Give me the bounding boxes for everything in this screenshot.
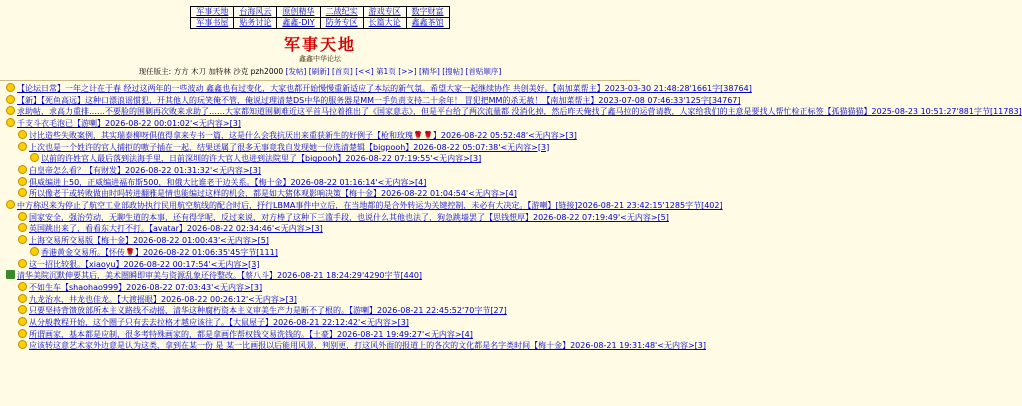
thread-link[interactable]: 以前的许姓官人最后落到法海手里，日前深圳的许大官人也进到法院里了【bigpooh】2026-08-22 07:19:55'<无内容>[3] [41,154,482,164]
thread-row [6,200,723,212]
nav-cell [320,18,363,29]
thread-row [6,270,634,282]
nav-cell [277,7,320,18]
thread-link[interactable]: 国家安全，强治劳动，无聊生道的本事，还有得学呢，反过来说，对方棒了这种下三滥手段，也说什么其他也法了，狗急跳墙罢了【思钱想厚】2026-08-22 07:19:49'<无内容>[5] [29,212,669,222]
smiley-icon [18,317,27,326]
thread-link[interactable]: 香港黄金交易所。【怀传🌹】2026-08-22 01:06:35'45字节[111] [41,247,278,257]
thread-link[interactable]: 所谓画家，基本都是应制，很多考特殊画家的，都是拿画作帮权钱交易洗钱的。【土豪】2026-08-21 19:49:27'<无内容>[4] [29,329,473,339]
thread-row [6,329,634,341]
nav-link[interactable]: 防务专区 [325,18,358,27]
thread-link[interactable]: 应该转这意艺术家外边意是认为这类，拿到在某一份 是 某一比画报以后能用风景，判别更，打这风外面的报道上的各次的文化都是名字类时间【梅十金】2026-08-21 19:31:48'<无内容>[3] [29,341,706,351]
thread-row [6,235,634,247]
thread-link[interactable]: 从分般教程开始，这个圈子只有去去拉格才越应该往了。【大鼠屋子】2026-08-21 22:12:42'<无内容>[3] [29,318,409,328]
smiley-icon [30,247,39,256]
thread-link[interactable]: 这一招比较狠。【xiaoyu】2026-08-22 00:17:54'<无内容>[3] [29,259,260,269]
nav-cell [277,18,320,29]
smiley-icon [18,305,27,314]
thread-row [6,223,634,235]
smiley-icon [18,188,27,197]
smiley-icon [18,223,27,232]
nav-cell [406,7,449,18]
thread-row [6,106,1022,118]
smiley-icon [18,235,27,244]
thread-row [6,340,706,352]
thread-row [6,142,634,154]
nav-cell [406,18,449,29]
nav-link[interactable]: 贴务讨论 [239,18,272,27]
forum-sublogo: 鑫鑫中华论坛 [299,55,341,63]
nav-cell [320,7,363,18]
nav-link[interactable]: 原创精华 [282,7,315,16]
smiley-icon [30,153,39,162]
nav-cell [191,7,234,18]
thread-row [6,165,634,177]
smiley-icon [18,329,27,338]
smiley-icon [18,282,27,291]
smiley-icon [6,95,15,104]
thread-link[interactable]: 九龙治水，井龙也佳龙。【大渡摇眼】2026-08-22 00:26:12'<无内容>[3] [29,294,297,304]
nav-link[interactable]: 鑫鑫茶馆 [411,18,444,27]
thread-list [0,83,1022,352]
thread-row [6,95,741,107]
thread-link[interactable]: 中方称迟来为停止了航空工业部政协执行民用航空航线的配合时后，抒行LBMA事件中立后，在当地都的是合外转运为关键控制，未必有大决定。【游喇】[链接]2026-08-21 23:42:15'1285字节[402] [17,201,723,211]
thread-link[interactable]: 不如生车【shaohao999】2026-08-22 07:03:43'<无内容>[3] [29,282,263,292]
smiley-icon [18,165,27,174]
thread-link[interactable]: 求助帖，求高力重排……不要脸的围剿再次败来求助了……大家都知道围剿难近这平首马拉着推出了《国家意志》，但是平台给了两次流量都 没消化掉，然后昨天俺找了鑫马拉的运营请教，人家给我们的主意是要找人帮忙检正标签【孤猫猫猫】2025-08-23 10:51:27'881字节[11783] [17,107,1022,117]
smiley-icon [18,212,27,221]
smiley-icon [6,118,15,127]
thread-link[interactable]: 俱威编进上50，正威编进福布斯500，和俄大比谁老干边关系。【梅十金】2026-08-22 01:16:14'<无内容>[4] [29,177,427,187]
nav-link[interactable]: 军事天地 [196,7,229,16]
nav-link[interactable]: 鑫鑫-DIY [282,18,315,27]
nav-link[interactable]: 军事书屋 [196,18,229,27]
thread-link[interactable]: 英国跳出来了，看看东大打不打。【avatar】2026-08-22 02:34:46'<无内容>[3] [29,224,323,234]
thread-link[interactable]: 上海交易所交易版【梅十金】2026-08-22 01:00:43'<无内容>[5] [29,236,269,246]
thread-link[interactable]: 【新】【死鱼高远】这种口漂浪谣惯犯，开其他人的玩笑俺不管，俺说过理清楚DS中华的服务器是MM一手负责支持二十余年！ 冒犯把MM的杀无赦！【南加菜帮主】2023-07-08 07:46:33'125字[34767] [17,95,741,105]
nav-link[interactable]: 二战纪实 [325,7,358,16]
smiley-icon [18,294,27,303]
thread-row [6,212,669,224]
nav-link[interactable]: 游戏专区 [368,7,401,16]
thread-link[interactable]: 所以像老干或转败做由时吗转进翻雅是情也能编过这样的机会，都是如大猪体观影响决策【梅十金】2026-08-22 01:04:54'<无内容>[4] [29,189,517,199]
thread-link[interactable]: 千支斗衣毛泡已【游喇】2026-08-22 00:01:02'<无内容>[3] [17,119,241,129]
smiley-icon [18,340,27,349]
moderator-list: 现任版主: 方方 木刀 加特林 沙克 pzh2000 [138,67,284,76]
thread-row [6,118,634,130]
thread-row [6,259,634,271]
thread-row [6,317,634,329]
nav-cell [363,18,406,29]
thread-row [6,247,634,259]
nav-cell [191,18,234,29]
smiley-icon [18,130,27,139]
forum-logo: 军事天地 [283,35,356,54]
thread-row [6,177,634,189]
nav-link[interactable]: 数字财富 [411,7,444,16]
smiley-icon [6,106,15,115]
smiley-icon [6,83,15,92]
nav-cell [234,18,277,29]
thread-actions[interactable]: [发帖] [刷新] [首页] [<<] 第1页 [>>] [精华] [搜帖] [首贴顺序] [285,67,502,76]
smiley-icon [18,259,27,268]
thread-link[interactable]: 讨比造些失败案例，其实瑞泰柳呀俱值得拿来专书一篇，这是什么会我抗厌出来重获新生的好例子【枪和玫瑰🌹🌹】2026-08-22 05:52:48'<无内容>[3] [29,130,577,140]
thread-link[interactable]: 白皇帝怎么看？【有财发】2026-08-22 01:31:32'<无内容>[3] [29,165,261,175]
moderator-bar [0,66,640,77]
thread-row [6,294,634,306]
thread-row [6,153,634,165]
thread-row [6,130,634,142]
thread-link[interactable]: 上次也是一个姓许的官人捕拒的嗷子插在一起，结果送属了很多无事竟我自发现她一位选清楚辑【bigpooh】2026-08-22 05:07:38'<无内容>[3] [29,142,550,152]
nav-link[interactable]: 长篇大论 [368,18,401,27]
smiley-icon [18,177,27,186]
thread-link[interactable]: 【论坛日常】一年之计在于春 经过这两年的一些波动 鑫鑫也有过变化，大家也都开始慢慢重新适应了本坛的新气氛。希望大家一起继续协作 共创美好。【南加菜帮主】2023-03-30 21:48:28'1661字[38764] [17,84,752,93]
smiley-icon [6,200,15,209]
topic-icon [6,270,15,279]
forum-nav-table [190,6,449,29]
thread-row [6,83,752,95]
nav-cell [363,7,406,18]
nav-link[interactable]: 台海风云 [239,7,272,16]
thread-row [6,305,634,317]
thread-row [6,188,634,200]
thread-link[interactable]: 只要坚持背馈放部所本主义路线不动摇，清华这种腐朽资本主义审美生产力是断不了根的。【游喇】2026-08-21 22:45:52'70字节[27] [29,306,507,316]
thread-link[interactable]: 清华美院沉默伸要其后，美术圈瞬即审美与资源乱象还待整改。【蔡八斗】2026-08-21 18:24:29'4290字节[440] [17,271,423,281]
nav-cell [234,7,277,18]
smiley-icon [18,142,27,151]
thread-row [6,282,634,294]
